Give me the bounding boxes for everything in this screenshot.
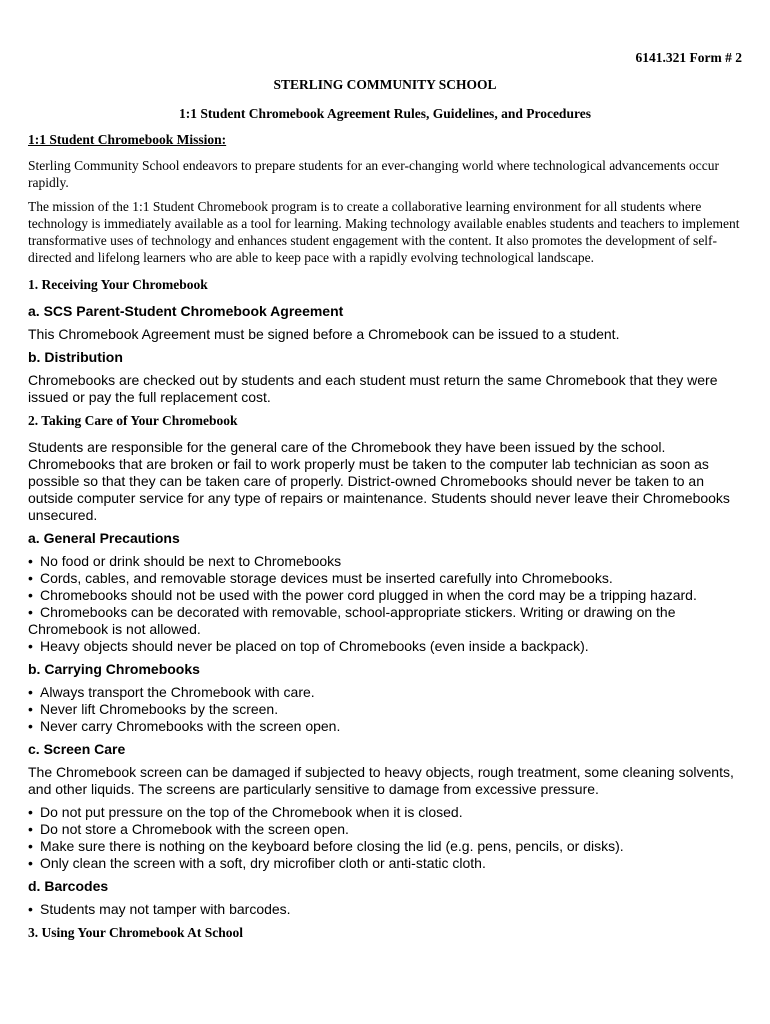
list-item-text: Always transport the Chromebook with care. — [40, 684, 315, 700]
section-2d-heading: d. Barcodes — [28, 878, 109, 894]
list-item-text: Chromebooks should not be used with the power cord plugged in when the cord may be a tripping hazard. — [40, 587, 697, 603]
bullet-icon: • — [28, 718, 33, 734]
mission-paragraph-1: Sterling Community School endeavors to prepare students for an ever-changing world where technological advancements occur rapidly. — [28, 158, 720, 190]
list-item-text: Do not store a Chromebook with the screen open. — [40, 821, 349, 837]
list-item — [28, 901, 742, 918]
bullet-icon: • — [28, 553, 33, 569]
section-1a-heading: a. SCS Parent-Student Chromebook Agreement — [28, 303, 344, 319]
carrying-list — [28, 684, 742, 735]
screen-care-list — [28, 804, 742, 872]
section-2b-heading: b. Carrying Chromebooks — [28, 661, 200, 677]
list-item — [28, 821, 742, 838]
list-item — [28, 838, 742, 855]
list-item-text: Heavy objects should never be placed on top of Chromebooks (even inside a backpack). — [40, 638, 589, 654]
bullet-icon: • — [28, 701, 33, 717]
list-item-text: Never carry Chromebooks with the screen open. — [40, 718, 341, 734]
list-item — [28, 553, 742, 570]
list-item — [28, 718, 742, 735]
form-number: 6141.321 Form # 2 — [635, 50, 742, 65]
section-2a-heading: a. General Precautions — [28, 530, 180, 546]
bullet-icon: • — [28, 838, 33, 854]
section-3-heading: 3. Using Your Chromebook At School — [28, 925, 244, 940]
barcodes-list — [28, 901, 742, 918]
bullet-icon: • — [28, 855, 33, 871]
section-2-intro: Students are responsible for the general care of the Chromebook they have been issued by the school. Chromebooks that are broken or fail to work properly must be taken to the computer lab technician as soon as possible so that they can be taken care of properly. District-owned Chromebooks should never be taken to an outside computer service for any type of repairs or maintenance. Students should never leave their Chromebooks unsecured. — [28, 439, 730, 523]
bullet-icon: • — [28, 804, 33, 820]
school-title: STERLING COMMUNITY SCHOOL — [273, 77, 497, 92]
list-item-text: Cords, cables, and removable storage devices must be inserted carefully into Chromebooks. — [40, 570, 613, 586]
section-1-heading: 1. Receiving Your Chromebook — [28, 277, 208, 292]
bullet-icon: • — [28, 638, 33, 654]
section-1a-text: This Chromebook Agreement must be signed before a Chromebook can be issued to a student. — [28, 326, 620, 342]
section-1b-text: Chromebooks are checked out by students and each student must return the same Chromebook that they were issued or pay the full replacement cost. — [28, 372, 718, 405]
list-item — [28, 855, 742, 872]
list-item-text: Make sure there is nothing on the keyboard before closing the lid (e.g. pens, pencils, or disks). — [40, 838, 624, 854]
list-item-text: Students may not tamper with barcodes. — [40, 901, 291, 917]
document-body — [28, 76, 742, 951]
bullet-icon: • — [28, 570, 33, 586]
bullet-icon: • — [28, 821, 33, 837]
document-subtitle: 1:1 Student Chromebook Agreement Rules, Guidelines, and Procedures — [179, 106, 591, 121]
list-item-text: Only clean the screen with a soft, dry microfiber cloth or anti-static cloth. — [40, 855, 486, 871]
list-item-text: Never lift Chromebooks by the screen. — [40, 701, 279, 717]
bullet-icon: • — [28, 684, 33, 700]
list-item — [28, 587, 742, 604]
section-2c-text: The Chromebook screen can be damaged if subjected to heavy objects, rough treatment, some cleaning solvents, and other liquids. The screens are particularly sensitive to damage from excessive pressure. — [28, 764, 734, 797]
section-2-heading: 2. Taking Care of Your Chromebook — [28, 413, 238, 428]
bullet-icon: • — [28, 901, 33, 917]
list-item — [28, 604, 742, 638]
list-item-text: No food or drink should be next to Chromebooks — [40, 553, 342, 569]
bullet-icon: • — [28, 587, 33, 603]
list-item — [28, 570, 742, 587]
mission-heading: 1:1 Student Chromebook Mission: — [28, 132, 227, 147]
list-item — [28, 684, 742, 701]
list-item-text: Chromebooks can be decorated with removable, school-appropriate stickers. Writing or drawing on the Chromebook is not allowed. — [28, 604, 676, 637]
section-1b-heading: b. Distribution — [28, 349, 123, 365]
bullet-icon: • — [28, 604, 33, 620]
general-precautions-list — [28, 553, 742, 655]
list-item — [28, 638, 742, 655]
section-2c-heading: c. Screen Care — [28, 741, 126, 757]
list-item-text: Do not put pressure on the top of the Chromebook when it is closed. — [40, 804, 463, 820]
list-item — [28, 701, 742, 718]
mission-paragraph-2: The mission of the 1:1 Student Chromebook program is to create a collaborative learning environment for all students where technology is immediately available as a tool for learning. Making technology available enables students and teachers to implement transformative uses of technology and enhances student engagement with the content. It also promotes the development of self-directed and lifelong learners who are able to keep pace with a rapidly evolving technological landscape. — [28, 199, 740, 265]
list-item — [28, 804, 742, 821]
